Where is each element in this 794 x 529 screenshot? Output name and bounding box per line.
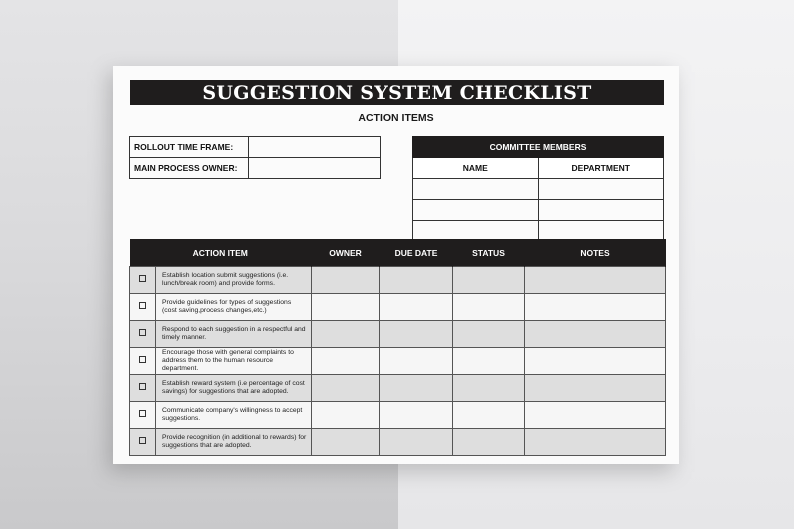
due-date-cell[interactable] xyxy=(380,321,453,348)
checkbox[interactable] xyxy=(139,329,146,336)
status-cell[interactable] xyxy=(453,429,525,456)
owner-cell[interactable] xyxy=(312,402,380,429)
action-items-table xyxy=(129,239,666,456)
action-item-text: Establish reward system (i.e percentage of cost savings) for suggestions that are adopted. xyxy=(156,375,312,402)
notes-cell[interactable] xyxy=(525,294,666,321)
notes-cell[interactable] xyxy=(525,429,666,456)
due-date-cell[interactable] xyxy=(380,294,453,321)
owner-cell[interactable] xyxy=(312,429,380,456)
checkbox[interactable] xyxy=(139,275,146,282)
action-item-text: Respond to each suggestion in a respectful and timely manner. xyxy=(156,321,312,348)
due-date-cell[interactable] xyxy=(380,348,453,375)
rollout-label: ROLLOUT TIME FRAME: xyxy=(130,137,249,158)
notes-cell[interactable] xyxy=(525,348,666,375)
action-item-text: Encourage those with general complaints to address them to the human resource department. xyxy=(156,348,312,375)
table-row xyxy=(130,348,666,375)
due-date-cell[interactable] xyxy=(380,267,453,294)
action-item-header: ACTION ITEM xyxy=(130,239,312,267)
notes-cell[interactable] xyxy=(525,402,666,429)
checklist-sheet xyxy=(113,66,679,464)
status-cell[interactable] xyxy=(453,402,525,429)
committee-department-cell[interactable] xyxy=(538,200,664,221)
checkbox[interactable] xyxy=(139,383,146,390)
committee-name-cell[interactable] xyxy=(413,200,539,221)
committee-name-header: NAME xyxy=(413,158,539,179)
action-item-text: Provide recognition (in additional to rewards) for suggestions that are adopted. xyxy=(156,429,312,456)
table-row xyxy=(130,402,666,429)
committee-table xyxy=(412,136,664,242)
notes-header: NOTES xyxy=(525,239,666,267)
checkbox[interactable] xyxy=(139,356,146,363)
action-item-text: Establish location submit suggestions (i.e. lunch/break room) and provide forms. xyxy=(156,267,312,294)
committee-department-cell[interactable] xyxy=(538,179,664,200)
status-cell[interactable] xyxy=(453,294,525,321)
committee-header: COMMITTEE MEMBERS xyxy=(413,137,664,158)
table-row xyxy=(130,321,666,348)
due-date-header: DUE DATE xyxy=(380,239,453,267)
due-date-cell[interactable] xyxy=(380,429,453,456)
owner-header: OWNER xyxy=(312,239,380,267)
table-row xyxy=(130,267,666,294)
document-subtitle: ACTION ITEMS xyxy=(358,112,434,124)
owner-cell[interactable] xyxy=(312,348,380,375)
table-row xyxy=(130,294,666,321)
owner-cell[interactable] xyxy=(312,267,380,294)
table-row xyxy=(130,375,666,402)
notes-cell[interactable] xyxy=(525,321,666,348)
status-header: STATUS xyxy=(453,239,525,267)
action-item-text: Communicate company's willingness to accept suggestions. xyxy=(156,402,312,429)
status-cell[interactable] xyxy=(453,375,525,402)
owner-cell[interactable] xyxy=(312,375,380,402)
info-table xyxy=(129,136,381,179)
due-date-cell[interactable] xyxy=(380,375,453,402)
owner-cell[interactable] xyxy=(312,321,380,348)
action-item-text: Provide guidelines for types of suggestions (cost saving,process changes,etc.) xyxy=(156,294,312,321)
status-cell[interactable] xyxy=(453,267,525,294)
committee-name-cell[interactable] xyxy=(413,179,539,200)
due-date-cell[interactable] xyxy=(380,402,453,429)
document-title: SUGGESTION SYSTEM CHECKLIST xyxy=(130,80,664,105)
table-row xyxy=(130,429,666,456)
notes-cell[interactable] xyxy=(525,267,666,294)
checkbox[interactable] xyxy=(139,437,146,444)
notes-cell[interactable] xyxy=(525,375,666,402)
rollout-field[interactable] xyxy=(249,137,381,158)
status-cell[interactable] xyxy=(453,348,525,375)
committee-department-header: DEPARTMENT xyxy=(538,158,664,179)
owner-cell[interactable] xyxy=(312,294,380,321)
status-cell[interactable] xyxy=(453,321,525,348)
checkbox[interactable] xyxy=(139,410,146,417)
owner-label: MAIN PROCESS OWNER: xyxy=(130,158,249,179)
checkbox[interactable] xyxy=(139,302,146,309)
owner-field[interactable] xyxy=(249,158,381,179)
